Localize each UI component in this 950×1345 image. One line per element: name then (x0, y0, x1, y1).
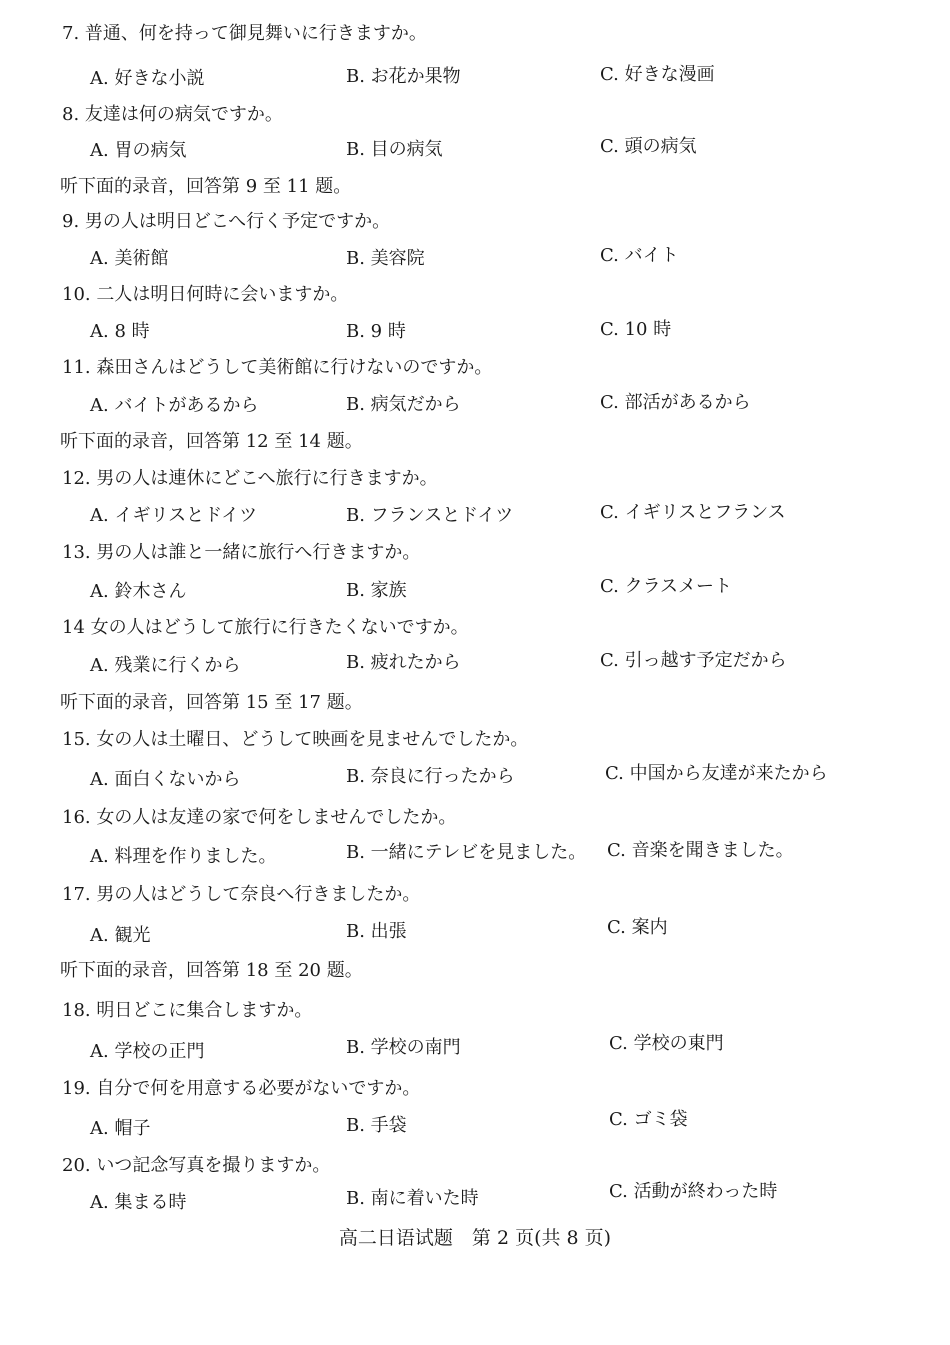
option-c: C. 部活があるから (600, 392, 751, 413)
section-instruction: 听下面的录音，回答第 15 至 17 题。 (60, 692, 363, 713)
option-c: C. 中国から友達が来たから (605, 763, 828, 784)
option-b: B. 出張 (346, 921, 407, 942)
question-12: 12. 男の人は連休にどこへ旅行に行きますか。 (62, 468, 438, 489)
option-b: B. 家族 (346, 580, 407, 601)
option-a: A. 8 時 (90, 321, 150, 342)
option-c: C. バイト (600, 245, 679, 266)
option-a: A. 集まる時 (90, 1192, 187, 1213)
option-c: C. イギリスとフランス (600, 502, 786, 523)
option-b: B. 目の病気 (346, 139, 443, 160)
option-a: A. 学校の正門 (90, 1041, 205, 1062)
option-b: B. 手袋 (346, 1115, 407, 1136)
option-a: A. バイトがあるから (90, 395, 259, 416)
option-a: A. 鈴木さん (90, 581, 187, 602)
option-a: A. 料理を作りました。 (90, 846, 277, 867)
option-b: B. 一緒にテレビを見ました。 (346, 842, 587, 863)
section-instruction: 听下面的录音，回答第 18 至 20 题。 (60, 960, 363, 981)
option-a: A. 美術館 (90, 248, 169, 269)
option-a: A. 帽子 (90, 1118, 151, 1139)
option-a: A. イギリスとドイツ (90, 505, 258, 526)
question-8: 8. 友達は何の病気ですか。 (62, 104, 283, 125)
option-b: B. 奈良に行ったから (346, 766, 515, 787)
section-instruction: 听下面的录音，回答第 9 至 11 题。 (60, 176, 352, 197)
option-b: B. フランスとドイツ (346, 505, 514, 526)
option-b: B. 疲れたから (346, 652, 461, 673)
option-c: C. クラスメート (600, 576, 733, 597)
question-19: 19. 自分で何を用意する必要がないですか。 (62, 1078, 421, 1099)
page-footer: 高二日语试题 第 2 页(共 8 页) (338, 1227, 612, 1249)
cut-off-question-7 (62, 23, 427, 46)
option-a: A. 面白くないから (90, 769, 241, 790)
question-11: 11. 森田さんはどうして美術館に行けないのですか。 (62, 357, 493, 378)
question-16: 16. 女の人は友達の家で何をしませんでしたか。 (62, 807, 457, 828)
question-17: 17. 男の人はどうして奈良へ行きましたか。 (62, 884, 421, 905)
option-b: B. 美容院 (346, 248, 425, 269)
option-b: B. 学校の南門 (346, 1037, 461, 1058)
option-a: A. 好きな小説 (90, 68, 205, 89)
section-instruction: 听下面的录音，回答第 12 至 14 题。 (60, 431, 363, 452)
question-15: 15. 女の人は土曜日、どうして映画を見ませんでしたか。 (62, 729, 529, 750)
option-a: A. 残業に行くから (90, 655, 241, 676)
option-b: B. お花か果物 (346, 66, 461, 87)
question-9: 9. 男の人は明日どこへ行く予定ですか。 (62, 211, 391, 232)
option-c: C. 好きな漫画 (600, 64, 715, 85)
option-b: B. 南に着いた時 (346, 1188, 479, 1209)
question-18: 18. 明日どこに集合しますか。 (62, 1000, 313, 1021)
option-b: B. 病気だから (346, 394, 461, 415)
question-10: 10. 二人は明日何時に会いますか。 (62, 284, 349, 305)
question-14: 14 女の人はどうして旅行に行きたくないですか。 (62, 617, 469, 638)
option-c: C. 学校の東門 (609, 1033, 724, 1054)
option-c: C. 案内 (607, 917, 668, 938)
option-c: C. 活動が終わった時 (609, 1181, 778, 1202)
option-a: A. 観光 (90, 925, 151, 946)
option-b: B. 9 時 (346, 321, 406, 342)
option-c: C. 音楽を聞きました。 (607, 840, 794, 861)
option-c: C. 10 時 (600, 319, 672, 340)
option-c: C. ゴミ袋 (609, 1109, 688, 1130)
option-c: C. 引っ越す予定だから (600, 650, 787, 671)
question-13: 13. 男の人は誰と一緒に旅行へ行きますか。 (62, 542, 421, 563)
question-7-text: 7. 普通、何を持って御見舞いに行きますか。 (62, 23, 427, 44)
option-c: C. 頭の病気 (600, 136, 697, 157)
option-a: A. 胃の病気 (90, 140, 187, 161)
question-20: 20. いつ記念写真を撮りますか。 (62, 1155, 331, 1176)
